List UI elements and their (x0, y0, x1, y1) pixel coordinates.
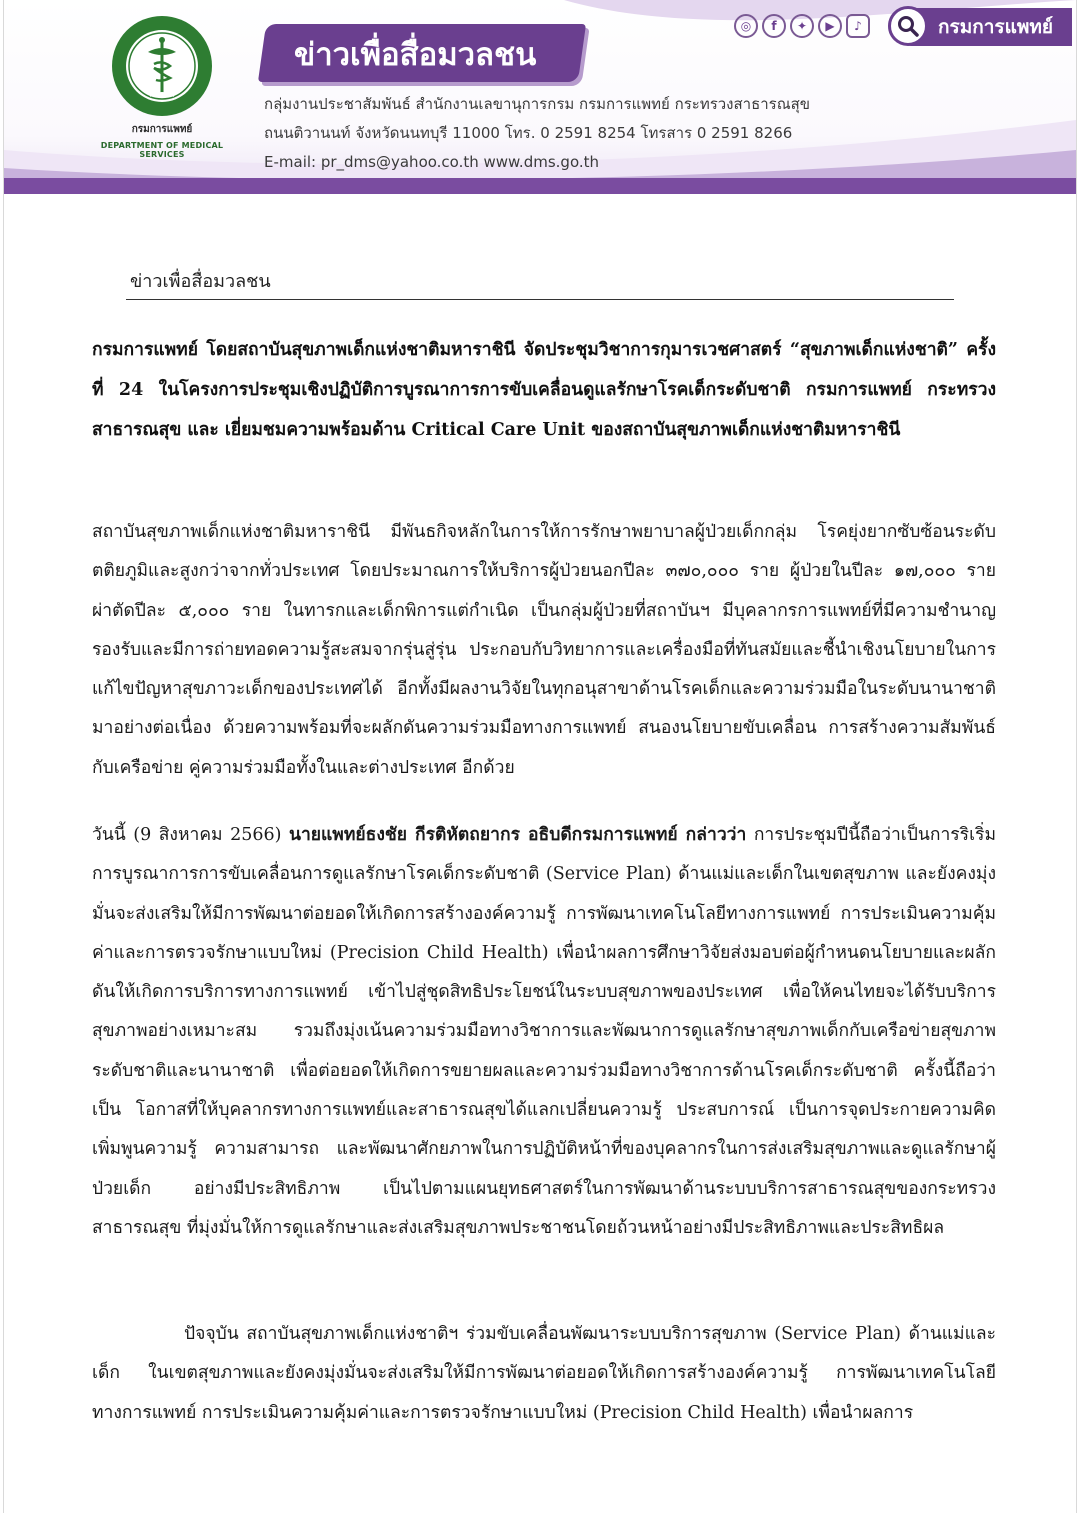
search-icon[interactable] (888, 6, 928, 46)
paragraph-1: สถาบันสุขภาพเด็กแห่งชาติมหาราชินี มีพันธกิจหลักในการให้การรักษาพยาบาลผู้ป่วยเด็กกลุ่ม โรคยุ่งยากซับซ้อนระดับตติยภูมิและสูงกว่าจากทั่วประเทศ โดยประมาณการให้บริการผู้ป่วยนอกปีละ ๓๗๐,๐๐๐ ราย ผู้ป่วยในปีละ ๑๗,๐๐๐ ราย ผ่าตัดปีละ ๕,๐๐๐ ราย ในทารกและเด็กพิการแต่กำเนิด เป็นกลุ่มผู้ป่วยที่สถาบันฯ มีบุคลากรการแพทย์ที่มีความชำนาญรองรับและมีการถ่ายทอดความรู้สะสมจากรุ่นสู่รุ่น ประกอบกับวิทยาการและเครื่องมือที่ทันสมัยและชี้นำเชิงนโยบายในการแก้ไขปัญหาสุขภาวะเด็กของประเทศได้ อีกทั้งมีผลงานวิจัยในทุกอนุสาขาด้านโรคเด็กและความร่วมมือในระดับนานาชาติมาอย่างต่อเนื่อง ด้วยความพร้อมที่จะผลักดันความร่วมมือทางการแพทย์ สนองนโยบายขับเคลื่อน การสร้างความสัมพันธ์กับเครือข่าย คู่ความร่วมมือทั้งในและต่างประเทศ อีกด้วย (92, 522, 996, 778)
social-icons (734, 12, 870, 40)
facebook-icon[interactable]: f (762, 14, 786, 38)
tiktok-icon[interactable]: ♪ (846, 14, 870, 38)
search-label[interactable]: กรมการแพทย์ (938, 16, 1054, 38)
youtube-icon[interactable]: ▶ (818, 14, 842, 38)
contact-block (264, 90, 864, 177)
document-kicker: ข่าวเพื่อสื่อมวลชน (130, 271, 271, 292)
instagram-icon[interactable]: ◎ (734, 14, 758, 38)
header-bottom-band (4, 178, 1076, 194)
paragraph-2 (92, 816, 996, 1248)
news-headline: กรมการแพทย์ โดยสถาบันสุขภาพเด็กแห่งชาติมหาราชินี จัดประชุมวิชาการกุมารเวชศาสตร์ “สุขภาพเด็กแห่งชาติ” ครั้งที่ 24 ในโครงการประชุมเชิงปฏิบัติการบูรณาการการขับเคลื่อนดูแลรักษาโรคเด็กระดับชาติ กรมการแพทย์ กระทรวงสาธารณสุข และ เยี่ยมชมความพร้อมด้าน Critical Care Unit ของสถาบันสุขภาพเด็กแห่งชาติมหาราชินี (92, 340, 996, 440)
twitter-icon[interactable]: ✦ (790, 14, 814, 38)
kicker-rule (126, 299, 954, 300)
contact-line-address: ถนนติวานนท์ จังหวัดนนทบุรี 11000 โทร. 0 2591 8254 โทรสาร 0 2591 8266 (264, 124, 793, 142)
logo-label-th: กรมการแพทย์ (131, 124, 193, 135)
paragraph-2-body: การประชุมปีนี้ถือว่าเป็นการริเริ่มการบูรณาการการขับเคลื่อนการดูแลรักษาโรคเด็กระดับชาติ (Service Plan) ด้านแม่และเด็กในเขตสุขภาพ และยังคงมุ่งมั่นจะส่งเสริมให้มีการพัฒนาต่อยอดให้เกิดการสร้างองค์ความรู้ การพัฒนาเทคโนโลยีทางการแพทย์ การประเมินความคุ้มค่าและการตรวจรักษาแบบใหม่ (Precision Child Health) เพื่อนำผลการศึกษาวิจัยส่งมอบต่อผู้กำหนดนโยบายและผลักดันให้เกิดการบริการทางการแพทย์ เข้าไปสู่ชุดสิทธิประโยชน์ในระบบสุขภาพของประเทศ เพื่อให้คนไทยจะได้รับบริการสุขภาพอย่างเหมาะสม รวมถึงมุ่งเน้นความร่วมมือทางวิชาการและพัฒนาการดูแลรักษาสุขภาพเด็กกับเครือข่ายสุขภาพระดับชาติและนานาชาติ เพื่อต่อยอดให้เกิดการขยายผลและความร่วมมือทางวิชาการด้านโรคเด็กระดับชาติ ครั้งนี้ถือว่าเป็น โอกาสที่ให้บุคลากรทางการแพทย์และสาธารณสุขได้แลกเปลี่ยนความรู้ ประสบการณ์ เป็นการจุดประกายความคิด เพิ่มพูนความรู้ ความสามารถ และพัฒนาศักยภาพในการปฏิบัติหน้าที่ของบุคลากรในการส่งเสริมสุขภาพและดูแลรักษาผู้ป่วยเด็ก อย่างมีประสิทธิภาพ เป็นไปตามแผนยุทธศาสตร์ในการพัฒนาด้านระบบบริการสาธารณสุขของกระทรวงสาธารณสุข ที่มุ่งมั่นให้การดูแลรักษาและส่งเสริมสุขภาพประชาชนโดยถ้วนหน้าอย่างมีประสิทธิภาพและประสิทธิผล (92, 825, 996, 1238)
ministry-seal-icon (110, 14, 214, 118)
logo-label-en: DEPARTMENT OF MEDICAL SERVICES (100, 141, 224, 159)
contact-line-office: กลุ่มงานประชาสัมพันธ์ สำนักงานเลขานุการกรม กรมการแพทย์ กระทรวงสาธารณสุข (264, 95, 811, 113)
paragraph-3: ปัจจุบัน สถาบันสุขภาพเด็กแห่งชาติฯ ร่วมขับเคลื่อนพัฒนาระบบบริการสุขภาพ (Service Plan) ด้านแม่และเด็ก ในเขตสุขภาพและยังคงมุ่งมั่นจะส่งเสริมให้มีการพัฒนาต่อยอดให้เกิดการสร้างองค์ความรู้ การพัฒนาเทคโนโลยีทางการแพทย์ การประเมินความคุ้มค่าและการตรวจรักษาแบบใหม่ (Precision Child Health) เพื่อนำผลการ (92, 1324, 996, 1423)
contact-line-email: E-mail: pr_dms@yahoo.co.th www.dms.go.th (264, 153, 600, 171)
ministry-logo (92, 14, 232, 164)
paragraph-2-speaker: นายแพทย์ธงชัย กีรติหัตถยากร อธิบดีกรมการแพทย์ กล่าวว่า (288, 825, 747, 845)
paragraph-2-date: วันนี้ (9 สิงหาคม 2566) (92, 825, 289, 845)
page-title: ข่าวเพื่อสื่อมวลชน (294, 37, 537, 73)
letterhead (4, 0, 1076, 194)
